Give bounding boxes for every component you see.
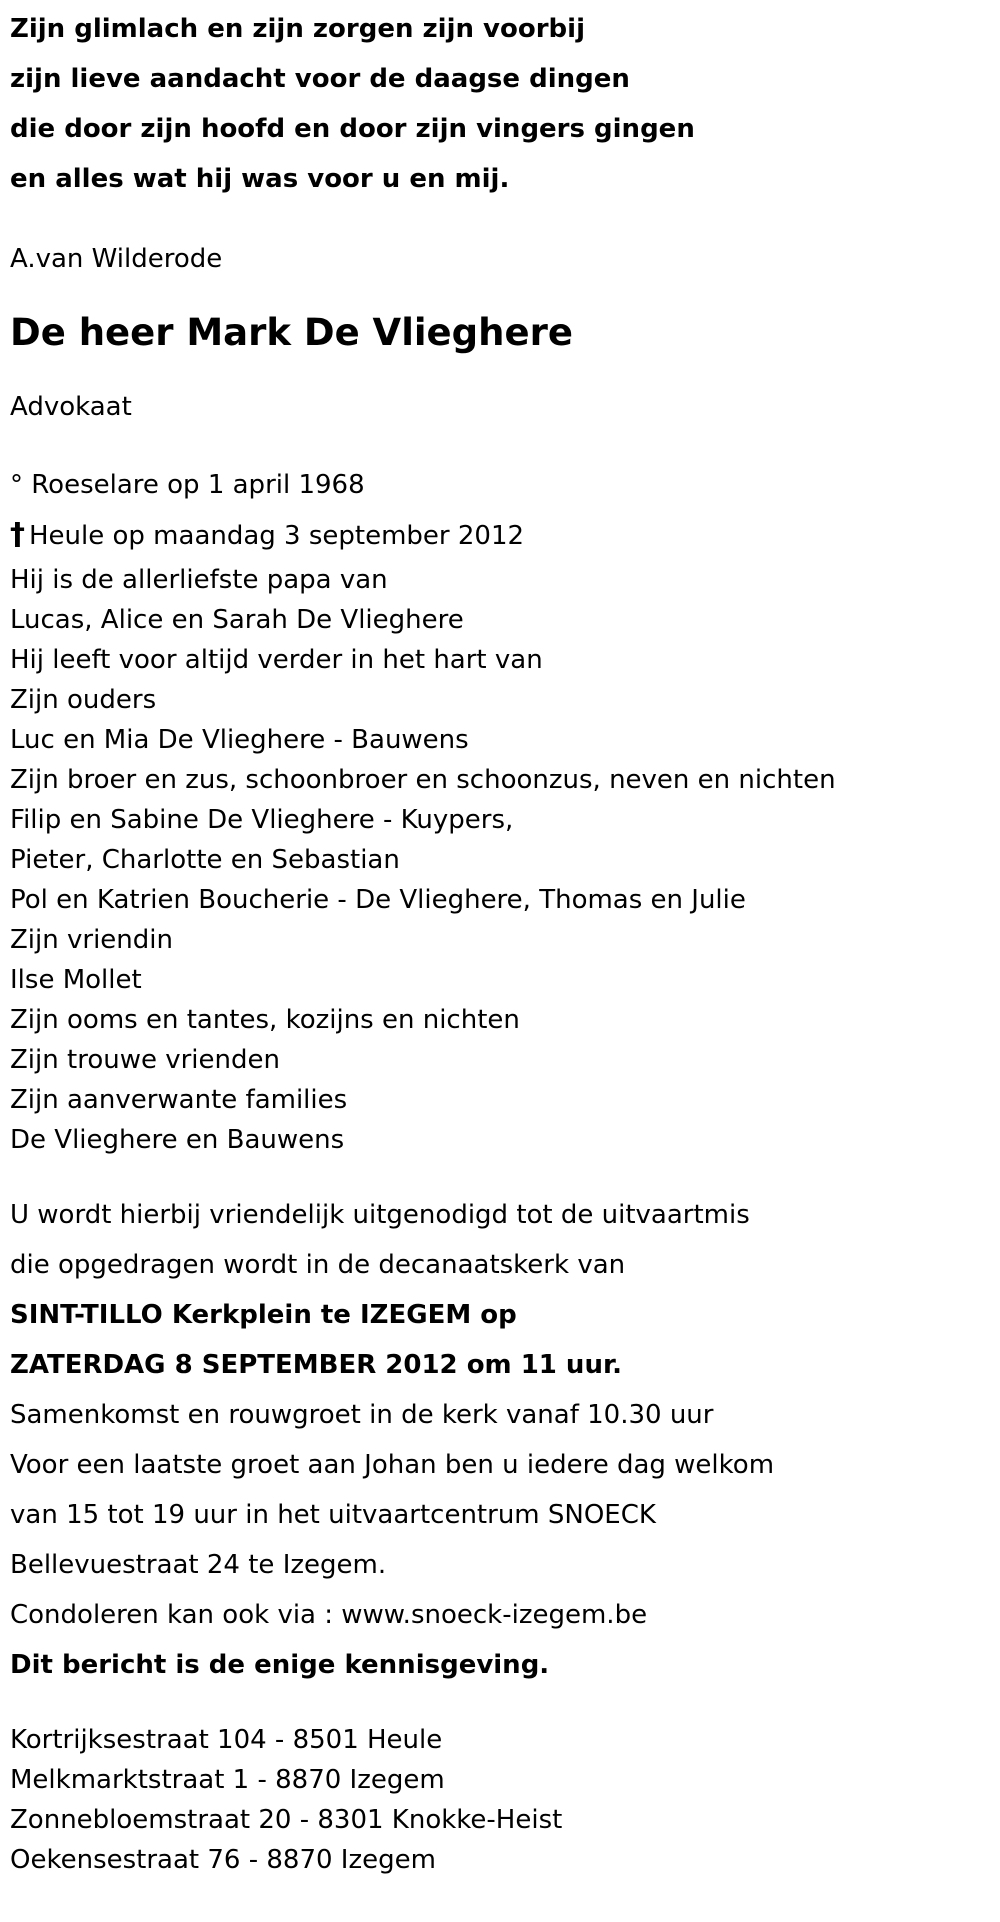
death-text: Heule op maandag 3 september 2012: [29, 521, 525, 551]
poem-line: zijn lieve aandacht voor de daagse dingen: [10, 64, 630, 94]
poem-line: die door zijn hoofd en door zijn vingers gingen: [10, 114, 695, 144]
death-line: [10, 510, 1000, 560]
family-line: Zijn broer en zus, schoonbroer en schoonzus, neven en nichten: [10, 765, 836, 795]
invite-line: die opgedragen wordt in de decanaatskerk van: [10, 1250, 626, 1280]
invite-line: U wordt hierbij vriendelijk uitgenodigd tot de uitvaartmis: [10, 1200, 750, 1230]
address-list: [10, 1720, 1000, 1880]
family-line: Zijn vriendin: [10, 925, 173, 955]
family-line: Zijn ooms en tantes, kozijns en nichten: [10, 1005, 520, 1035]
ceremony-datetime: ZATERDAG 8 SEPTEMBER 2012 om 11 uur.: [10, 1350, 622, 1380]
deceased-name: De heer Mark De Vlieghere: [10, 311, 573, 354]
address-line: Melkmarktstraat 1 - 8870 Izegem: [10, 1765, 445, 1795]
deceased-profession: Advokaat: [10, 392, 132, 422]
address-line: Kortrijksestraat 104 - 8501 Heule: [10, 1725, 443, 1755]
poem: [10, 4, 1000, 204]
notice-line: Dit bericht is de enige kennisgeving.: [10, 1650, 550, 1680]
visit-line: van 15 tot 19 uur in het uitvaartcentrum SNOECK: [10, 1500, 656, 1530]
address-line: Zonnebloemstraat 20 - 8301 Knokke-Heist: [10, 1805, 563, 1835]
family-line: Zijn aanverwante families: [10, 1085, 348, 1115]
poem-line: Zijn glimlach en zijn zorgen zijn voorbij: [10, 14, 585, 44]
family-line: Zijn ouders: [10, 685, 157, 715]
family-line: Hij leeft voor altijd verder in het hart van: [10, 645, 543, 675]
cross-icon: †: [10, 517, 25, 552]
family-line: Pol en Katrien Boucherie - De Vlieghere, Thomas en Julie: [10, 885, 746, 915]
ceremony-location: SINT-TILLO Kerkplein te IZEGEM op: [10, 1300, 517, 1330]
birth-text: Roeselare op 1 april 1968: [31, 470, 365, 500]
condolences-line: Condoleren kan ook via : www.snoeck-izegem.be: [10, 1600, 648, 1630]
birth-line: [10, 460, 1000, 510]
family-line: Hij is de allerliefste papa van: [10, 565, 388, 595]
gathering-line: Samenkomst en rouwgroet in de kerk vanaf 10.30 uur: [10, 1400, 714, 1430]
family-line: Ilse Mollet: [10, 965, 142, 995]
visit-line: Bellevuestraat 24 te Izegem.: [10, 1550, 387, 1580]
family-line: Luc en Mia De Vlieghere - Bauwens: [10, 725, 469, 755]
family-line: Filip en Sabine De Vlieghere - Kuypers,: [10, 805, 514, 835]
family-line: Lucas, Alice en Sarah De Vlieghere: [10, 605, 464, 635]
address-line: Oekensestraat 76 - 8870 Izegem: [10, 1845, 436, 1875]
family-list: [10, 560, 1000, 1160]
family-line: De Vlieghere en Bauwens: [10, 1125, 345, 1155]
birth-icon: °: [10, 470, 23, 500]
ceremony-info: [10, 1190, 1000, 1690]
poem-author: A.van Wilderode: [10, 244, 223, 274]
visit-line: Voor een laatste groet aan Johan ben u iedere dag welkom: [10, 1450, 775, 1480]
poem-line: en alles wat hij was voor u en mij.: [10, 164, 510, 194]
family-line: Pieter, Charlotte en Sebastian: [10, 845, 400, 875]
family-line: Zijn trouwe vrienden: [10, 1045, 280, 1075]
